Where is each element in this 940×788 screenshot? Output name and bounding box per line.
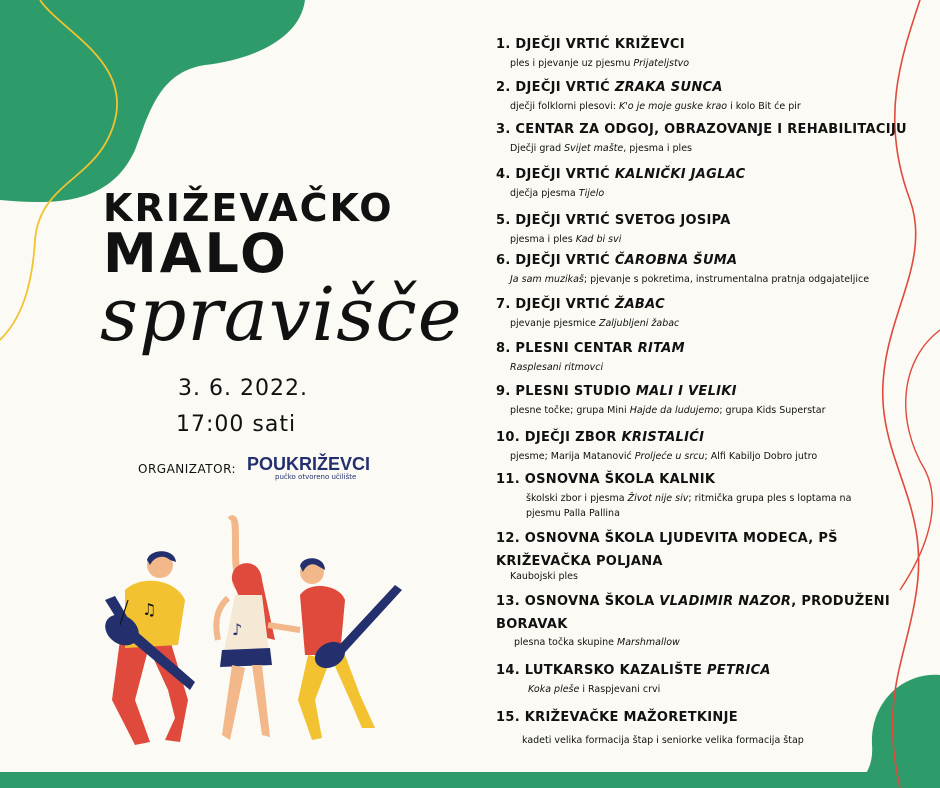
event-title-script: spravišče (100, 272, 463, 358)
event-time: 17:00 sati (176, 412, 297, 437)
organizer-logo-subtitle: pučko otvoreno učilište (275, 473, 357, 481)
singer-center (216, 519, 300, 740)
svg-text:♪: ♪ (232, 620, 243, 639)
organizer-label: ORGANIZATOR: (138, 462, 237, 476)
program-item: 15. KRIŽEVAČKE MAŽORETKINJE kadeti velika formacija štap i seniorke velika formacija štap (496, 710, 804, 746)
program-item: 9. PLESNI STUDIO MALI I VELIKI plesne točke; grupa Mini Hajde da ludujemo; grupa Kids Superstar (496, 384, 826, 416)
program-item: 6. DJEČJI VRTIĆ ČAROBNA ŠUMA Ja sam muzikaš; pjevanje s pokretima, instrumentalna pratnja odgajateljice (496, 253, 870, 285)
event-title-line2: MALO (103, 222, 289, 285)
program-item: 11. OSNOVNA ŠKOLA KALNIK školski zbor i pjesma Život nije siv; ritmička grupa ples s loptama na pjesmu Palla Pallina (496, 472, 852, 519)
program-item: 12. OSNOVNA ŠKOLA LJUDEVITA MODECA, PŠ KRIŽEVAČKA POLJANA Kaubojski ples (496, 531, 838, 582)
green-bottom-strip (0, 772, 940, 788)
guitarist-right (298, 558, 402, 740)
event-title-line1: KRIŽEVAČKO (103, 186, 394, 230)
event-date: 3. 6. 2022. (178, 376, 308, 401)
guitarist-left (99, 551, 195, 745)
program-item: 7. DJEČJI VRTIĆ ŽABAC pjevanje pjesmice Zaljubljeni žabac (496, 297, 680, 329)
program-item: 3. CENTAR ZA ODGOJ, OBRAZOVANJE I REHABILITACIJU Dječji grad Svijet mašte, pjesma i ples (496, 122, 907, 154)
program-item: 8. PLESNI CENTAR RITAM Rasplesani ritmovci (496, 341, 685, 373)
program-item: 1. DJEČJI VRTIĆ KRIŽEVCI ples i pjevanje uz pjesmu Prijateljstvo (496, 37, 690, 69)
program-item: 14. LUTKARSKO KAZALIŠTE PETRICA Koka pleše i Raspjevani crvi (496, 663, 771, 695)
green-blob-top-left (0, 0, 305, 202)
program-item: 13. OSNOVNA ŠKOLA VLADIMIR NAZOR, PRODUŽENI BORAVAK plesna točka skupine Marshmallow (496, 594, 890, 648)
organizer-logo (247, 454, 371, 488)
program-item: 10. DJEČJI ZBOR KRISTALIĆI pjesme; Marija Matanović Proljeće u srcu; Alfi Kabiljo Dobro jutro (496, 430, 818, 462)
organizer-logo-name: POUKRIŽEVCI (247, 454, 371, 474)
program-item: 2. DJEČJI VRTIĆ ZRAKA SUNCA dječji folklorni plesovi: K'o je moje guske krao i kolo Bit će pir (496, 80, 801, 112)
program-item: 4. DJEČJI VRTIĆ KALNIČKI JAGLAC dječja pjesma Tijelo (496, 167, 746, 199)
svg-text:♫: ♫ (142, 600, 157, 619)
program-item: 5. DJEČJI VRTIĆ SVETOG JOSIPA pjesma i ples Kad bi svi (496, 213, 731, 245)
musicians-illustration (99, 519, 402, 745)
